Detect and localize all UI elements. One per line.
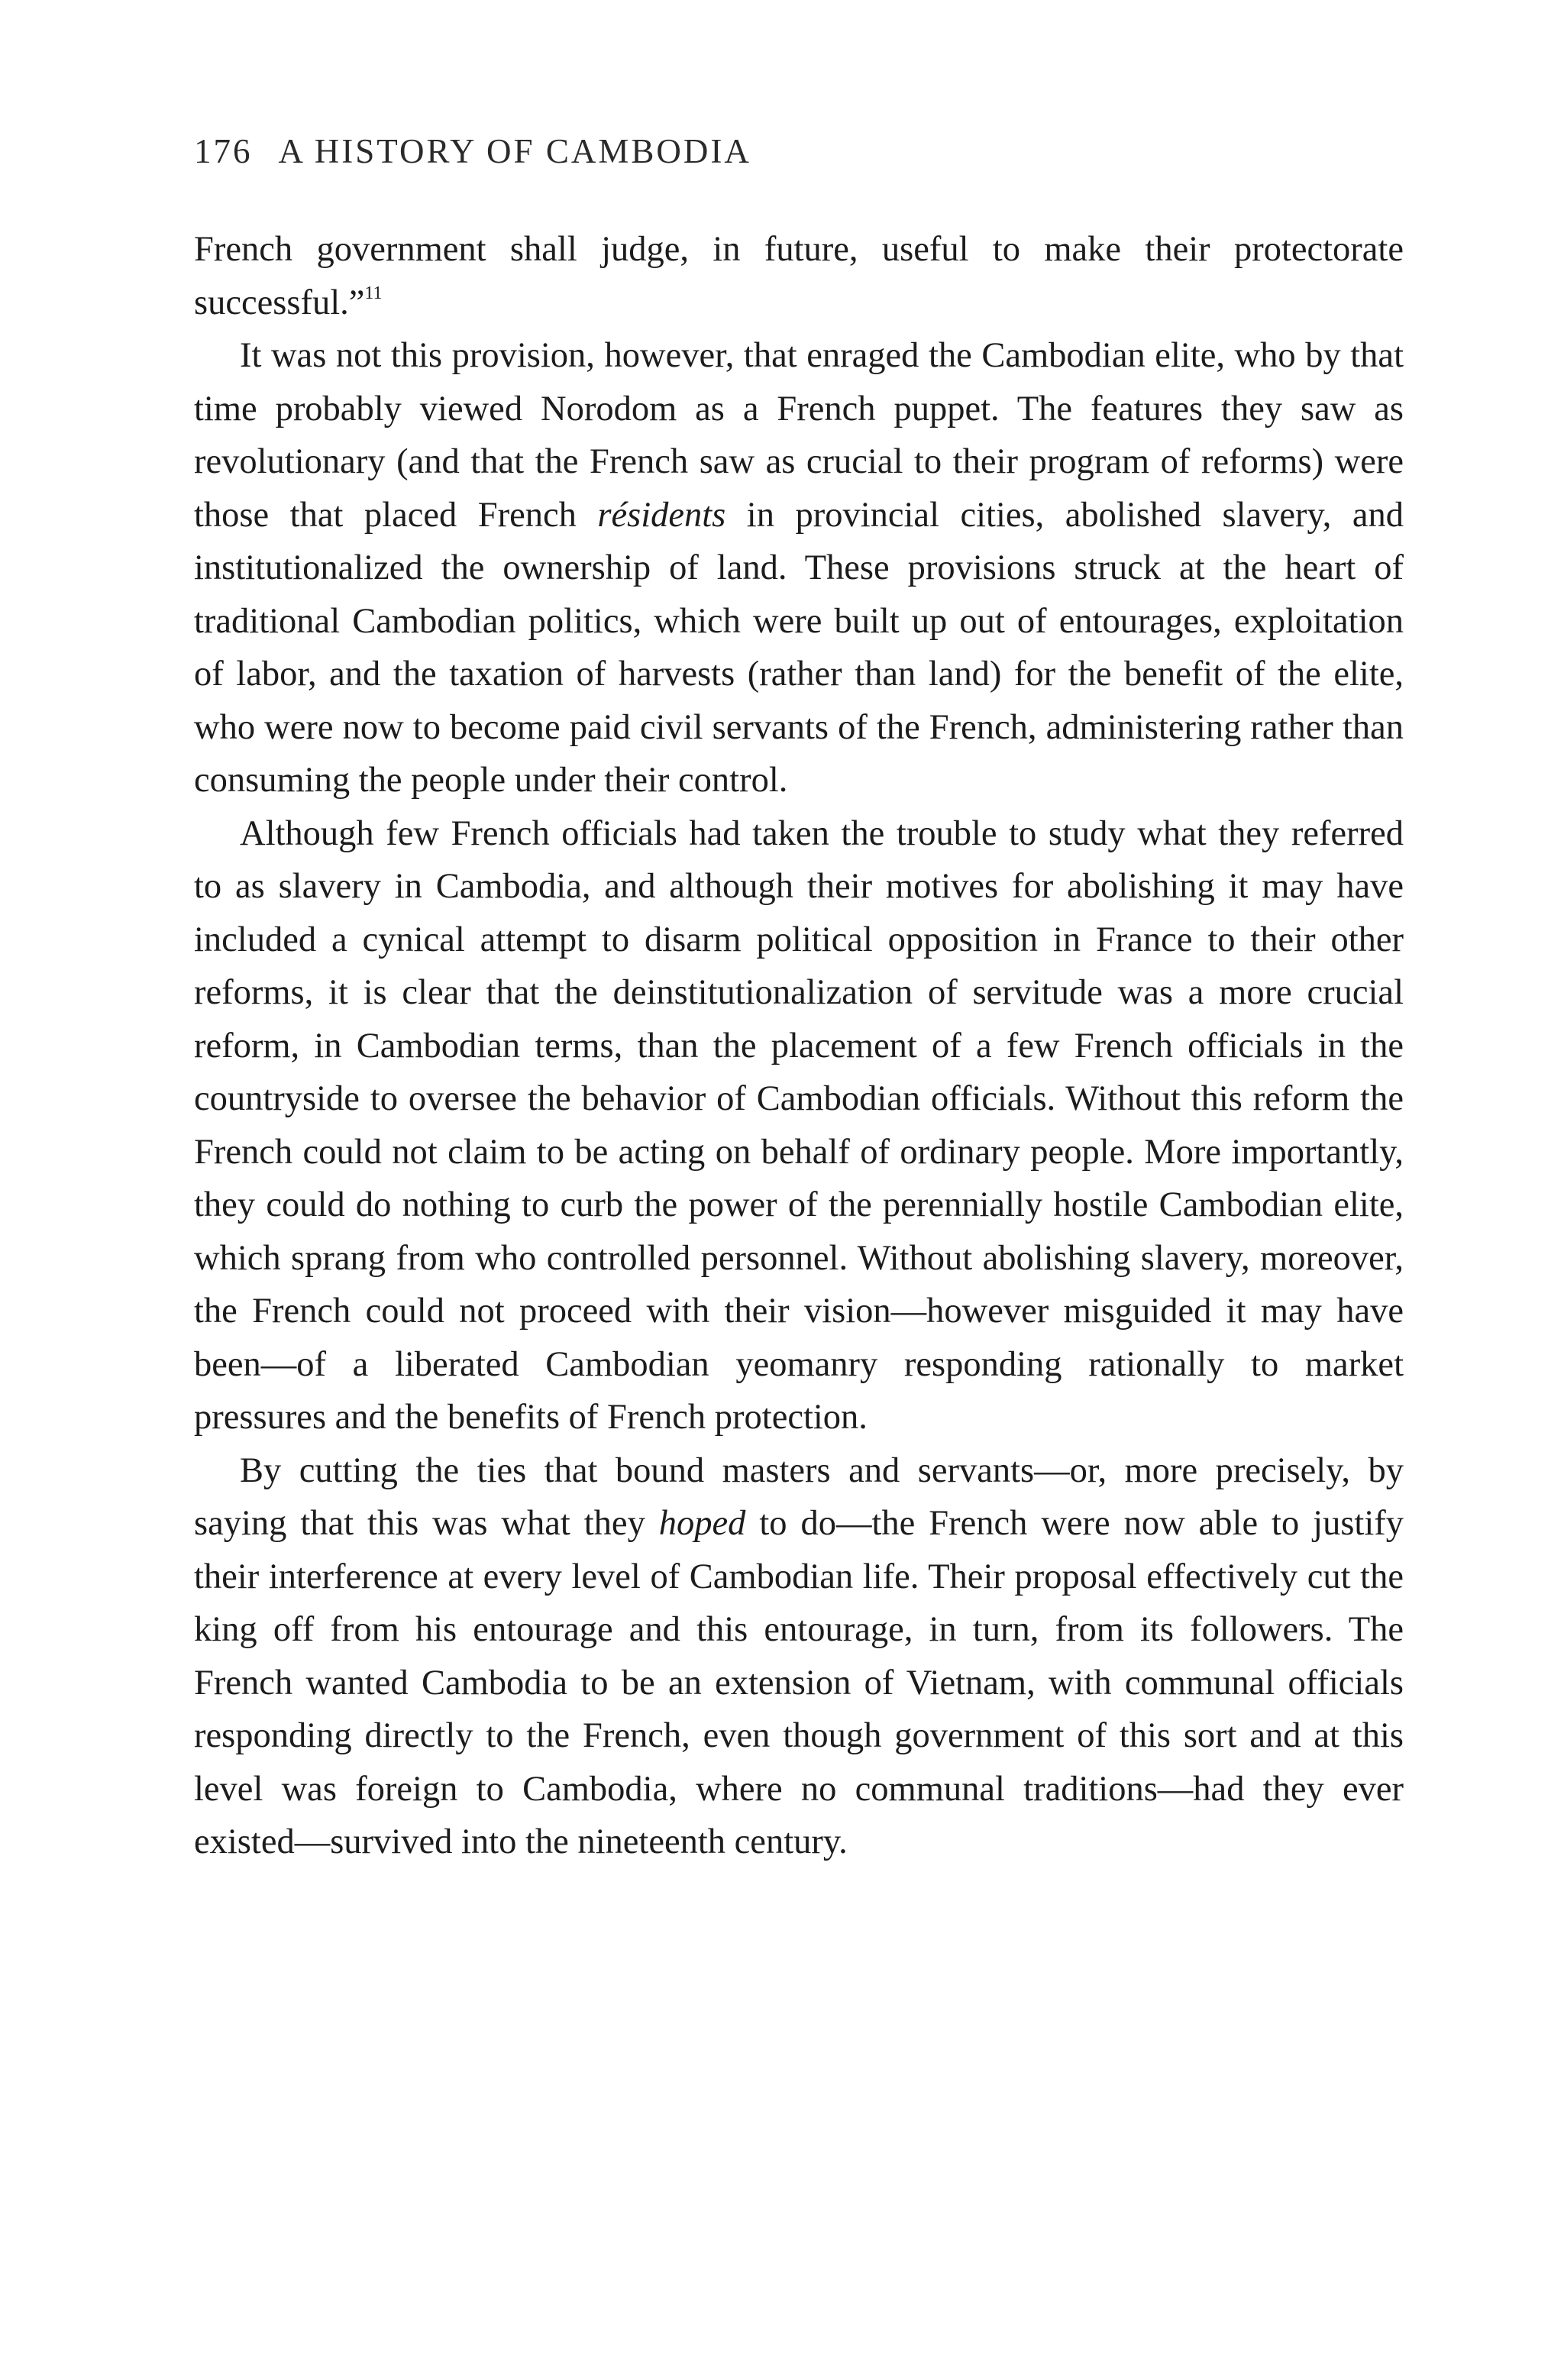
paragraph-text: It was not this provision, however, that enraged the Cambodian elite, who by that time probably viewed Norodom as a French puppet. The features they saw as revolutionary (and that the French saw as crucial to their program of reforms) were those that placed French	[194, 336, 1404, 535]
book-title: A HISTORY OF CAMBODIA	[278, 132, 751, 170]
paragraph-text: French government shall judge, in future, useful to make their protectorate successful.”	[194, 230, 1404, 322]
running-head	[194, 125, 1404, 177]
body-text	[194, 223, 1404, 1869]
footnote-reference: 11	[364, 283, 383, 303]
paragraph	[194, 807, 1404, 1444]
paragraph-text: to do—the French were now able to justify their interference at every level of Cambodian life. Their proposal effectively cut the king off from his entourage and this entourage, in turn, from its followers. The French wanted Cambodia to be an extension of Vietnam, with communal officials responding directly to the French, even though government of this sort and at this level was foreign to Cambodia, where no communal traditions—had they ever existed—survived into the nineteenth century.	[194, 1504, 1404, 1861]
paragraph	[194, 329, 1404, 807]
italic-term: résidents	[597, 495, 726, 535]
page-number: 176	[194, 132, 253, 170]
paragraph-text: By cutting the ties that bound masters and servants—or, more precisely, by saying that this was what they	[194, 1450, 1404, 1543]
italic-term: hoped	[658, 1504, 746, 1543]
paragraph-continued	[194, 223, 1404, 329]
paragraph	[194, 1444, 1404, 1869]
paragraph-text: Although few French officials had taken the trouble to study what they referred to as slavery in Cambodia, and although their motives for abolishing it may have included a cynical attempt to disarm political opposition in France to their other reforms, it is clear that the deinstitutionalization of servitude was a more crucial reform, in Cambodian terms, than the placement of a few French officials in the countryside to oversee the behavior of Cambodian officials. Without this reform the French could not claim to be acting on behalf of ordinary people. More importantly, they could do nothing to curb the power of the perennially hostile Cambodian elite, which sprang from who controlled personnel. Without abolishing slavery, moreover, the French could not proceed with their vision—however misguided it may have been—of a liberated Cambodian yeomanry responding rationally to market pressures and the benefits of French protection.	[194, 813, 1404, 1437]
paragraph-text: in provincial cities, abolished slavery, and institutionalized the ownership of land. These provisions struck at the heart of traditional Cambodian politics, which were built up out of entourages, exploitation of labor, and the taxation of harvests (rather than land) for the benefit of the elite, who were now to become paid civil servants of the French, administering rather than consuming the people under their control.	[194, 495, 1404, 800]
book-page	[194, 125, 1404, 1869]
